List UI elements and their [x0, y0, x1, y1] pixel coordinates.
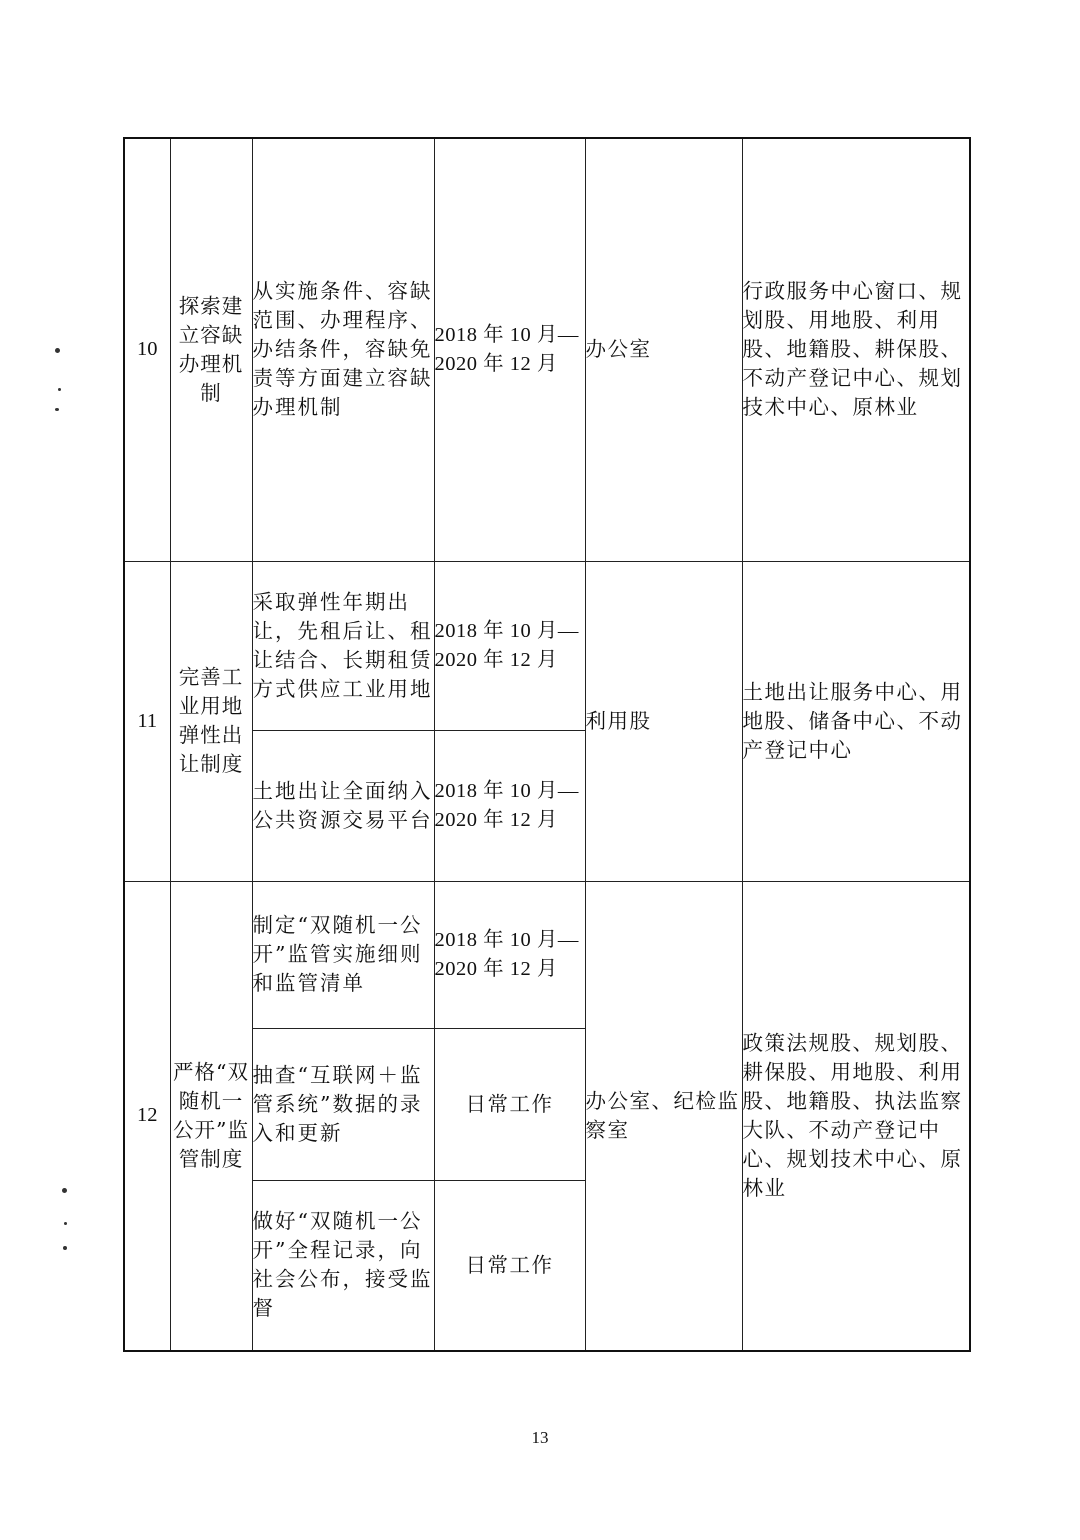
time-end: 2020 年 12 月	[434, 808, 558, 831]
time-start: 2018 年 10 月—	[434, 779, 579, 802]
time-start: 2018 年 10 月—	[434, 619, 579, 642]
task-description: 从实施条件、容缺范围、办理程序、办结条件，容缺免责等方面建立容缺办理机制	[252, 138, 434, 561]
time-range	[434, 730, 585, 881]
time-range: 日常工作	[434, 1180, 585, 1351]
time-range: 日常工作	[434, 1028, 585, 1180]
row-number: 10	[124, 138, 170, 561]
measure-name: 完善工业用地弹性出让制度	[170, 561, 252, 881]
table-row	[124, 881, 970, 1028]
time-start: 2018 年 10 月—	[434, 928, 579, 951]
task-description: 做好“双随机一公开”全程记录，向社会公布，接受监督	[252, 1180, 434, 1351]
time-range	[434, 881, 585, 1028]
cooperating-departments: 行政服务中心窗口、规划股、用地股、利用股、地籍股、耕保股、不动产登记中心、规划技术中心、原林业	[742, 138, 970, 561]
task-description: 制定“双随机一公开”监管实施细则和监管清单	[252, 881, 434, 1028]
measure-name: 严格“双随机一公开”监管制度	[170, 881, 252, 1351]
scan-speck	[58, 388, 61, 391]
cooperating-departments: 政策法规股、规划股、耕保股、用地股、利用股、地籍股、执法监察大队、不动产登记中心、规划技术中心、原林业	[742, 881, 970, 1351]
scan-speck	[55, 348, 60, 353]
lead-department: 利用股	[585, 561, 742, 881]
row-number: 12	[124, 881, 170, 1351]
row-number: 11	[124, 561, 170, 881]
scan-speck	[63, 1246, 67, 1250]
scan-speck	[62, 1188, 67, 1193]
time-start: 2018 年 10 月—	[434, 323, 579, 346]
task-description: 抽查“互联网＋监管系统”数据的录入和更新	[252, 1028, 434, 1180]
task-table	[123, 137, 971, 1352]
table-row	[124, 561, 970, 730]
task-description: 采取弹性年期出让，先租后让、租让结合、长期租赁方式供应工业用地	[252, 561, 434, 730]
time-end: 2020 年 12 月	[434, 352, 558, 375]
measure-name: 探索建立容缺办理机制	[170, 138, 252, 561]
time-end: 2020 年 12 月	[434, 957, 558, 980]
lead-department: 办公室	[585, 138, 742, 561]
page-number: 13	[531, 1428, 549, 1447]
lead-department: 办公室、纪检监察室	[585, 881, 742, 1351]
cooperating-departments: 土地出让服务中心、用地股、储备中心、不动产登记中心	[742, 561, 970, 881]
task-description: 土地出让全面纳入公共资源交易平台	[252, 730, 434, 881]
scan-speck	[55, 408, 59, 411]
time-range	[434, 138, 585, 561]
table-row	[124, 138, 970, 561]
scan-speck	[64, 1222, 67, 1225]
time-end: 2020 年 12 月	[434, 648, 558, 671]
time-range	[434, 561, 585, 730]
